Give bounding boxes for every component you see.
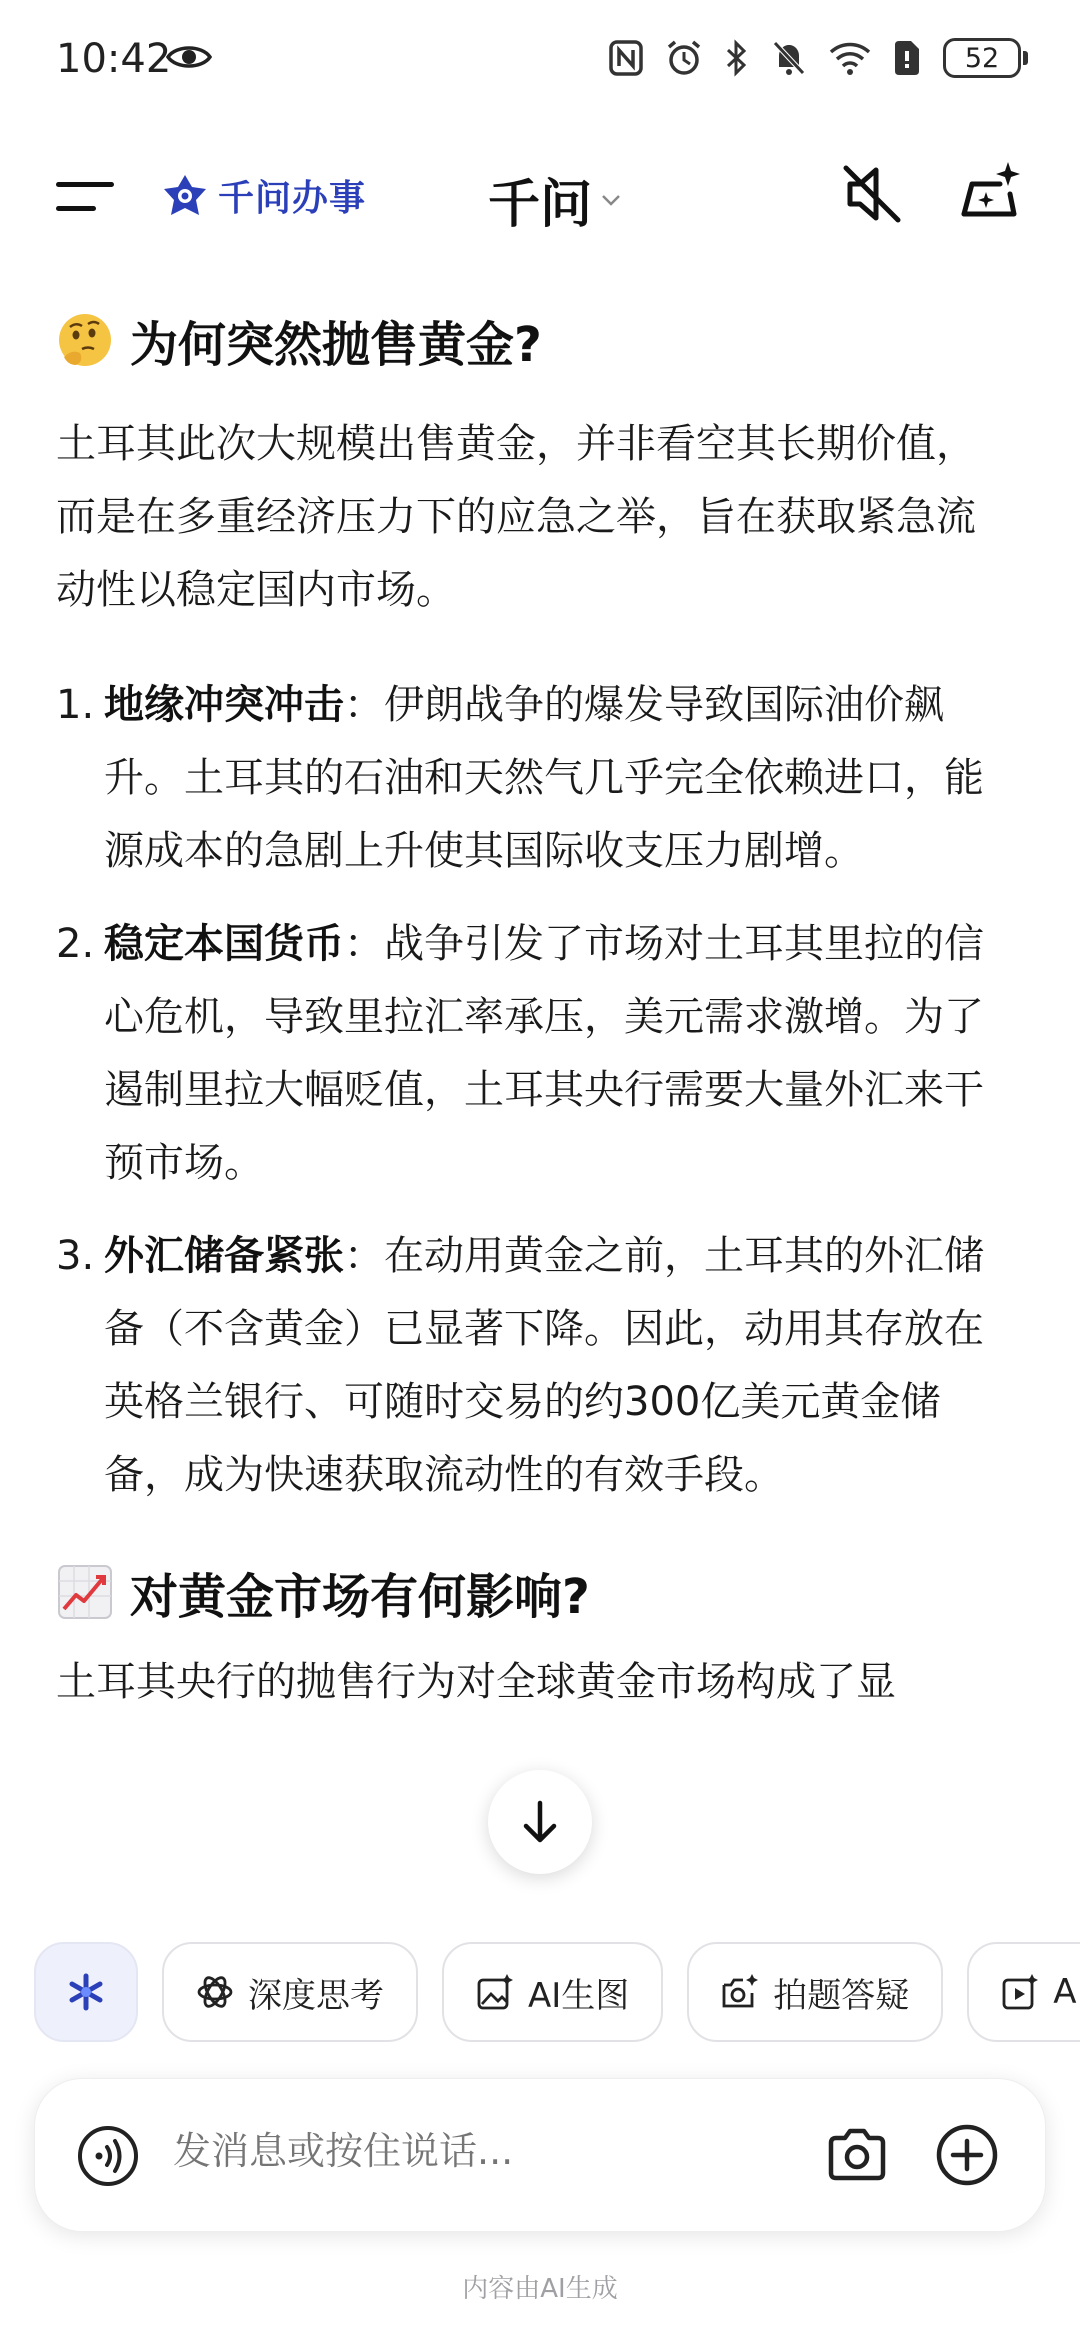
- chat-response: [56, 300, 996, 1910]
- section-heading: [56, 300, 996, 380]
- wifi-icon: [829, 40, 871, 76]
- quick-action-chips: [34, 1942, 1080, 2042]
- thinking-face-icon: [56, 311, 114, 369]
- camera-icon[interactable]: [825, 2123, 889, 2187]
- status-icons: [609, 38, 1028, 78]
- spark-icon: [64, 1970, 108, 2014]
- photo-question-icon: [721, 1973, 759, 2011]
- list-item: 1. 地缘冲突冲击：伊朗战争的爆发导致国际油价飙升。土耳其的石油和天然气几乎完全依赖进口，能源成本的急剧上升使其国际收支压力剧增。: [56, 682, 984, 874]
- ai-disclaimer: 内容由AI生成: [462, 2274, 618, 2304]
- menu-icon[interactable]: [56, 178, 118, 214]
- list-item-title: 稳定本国货币: [104, 921, 344, 967]
- chip-photo-question[interactable]: [687, 1942, 943, 2042]
- ai-image-icon: [476, 1973, 514, 2011]
- list-item-text: ：在动用黄金之前，土耳其的外汇储备（不含黄金）已显著下降。因此，动用其存放在英格兰银行、可随时交易的约300亿美元黄金储备，成为快速获取流动性的有效手段。: [104, 1233, 984, 1498]
- list-item: 3. 外汇储备紧张：在动用黄金之前，土耳其的外汇储备（不含黄金）已显著下降。因此，动用其存放在英格兰银行、可随时交易的约300亿美元黄金储备，成为快速获取流动性的有效手段。: [56, 1233, 984, 1498]
- arrow-down-icon: [520, 1799, 560, 1845]
- section-heading: [56, 1552, 996, 1632]
- list-item-title: 外汇储备紧张: [104, 1233, 344, 1279]
- bluetooth-icon: [725, 39, 749, 77]
- scroll-to-bottom-button[interactable]: [488, 1770, 592, 1874]
- sim-icon: [893, 39, 921, 77]
- chip-label: 拍题答疑: [773, 1975, 910, 2016]
- deep-think-icon: [196, 1973, 234, 2011]
- list-item-title: 地缘冲突冲击: [104, 682, 344, 728]
- chip-deep-think[interactable]: [162, 1942, 418, 2042]
- chevron-down-icon: [600, 193, 622, 207]
- status-time: 10:42: [56, 36, 172, 82]
- reason-list: [56, 669, 996, 1512]
- ai-video-icon: [1001, 1973, 1039, 2011]
- bell-off-icon: [771, 39, 807, 77]
- intro-paragraph: 土耳其此次大规模出售黄金，并非看空其长期价值，而是在多重经济压力下的应急之举，旨在获取紧急流动性以稳定国内市场。: [56, 421, 976, 613]
- battery-indicator: [943, 38, 1028, 78]
- voice-input-icon[interactable]: [77, 2125, 139, 2187]
- brand-name: 千问办事: [218, 178, 367, 219]
- section-title: 为何突然抛售黄金?: [130, 316, 542, 373]
- list-item-text: ：战争引发了市场对土耳其里拉的信心危机，导致里拉汇率承压，美元需求激增。为了遏制里拉大幅贬值，土耳其央行需要大量外汇来干预市场。: [104, 921, 984, 1186]
- list-item-text: ：伊朗战争的爆发导致国际油价飙升。土耳其的石油和天然气几乎完全依赖进口，能源成本的急剧上升使其国际收支压力剧增。: [104, 682, 984, 874]
- app-header: [0, 140, 1080, 250]
- chip-ai-video[interactable]: [967, 1942, 1080, 2042]
- alarm-icon: [665, 39, 703, 77]
- eye-icon: [166, 42, 212, 72]
- model-switcher[interactable]: [488, 162, 622, 237]
- new-chat-icon[interactable]: [956, 158, 1024, 226]
- page-title: 千问: [488, 175, 593, 235]
- section-title: 对黄金市场有何影响?: [130, 1568, 590, 1625]
- battery-level: 52: [943, 38, 1021, 78]
- chip-spark[interactable]: [34, 1942, 138, 2042]
- brand-link[interactable]: [162, 170, 366, 221]
- chip-label: A: [1053, 1972, 1077, 2012]
- chip-label: 深度思考: [248, 1975, 384, 2016]
- partial-paragraph: 土耳其央行的抛售行为对全球黄金市场构成了显: [56, 1659, 896, 1705]
- chart-increasing-icon: [56, 1563, 114, 1621]
- chip-label: AI生图: [528, 1975, 630, 2016]
- speaker-mute-icon[interactable]: [840, 162, 904, 226]
- message-composer: [34, 2078, 1046, 2232]
- chip-ai-image[interactable]: [442, 1942, 663, 2042]
- status-bar: [0, 0, 1080, 120]
- list-item: 2. 稳定本国货币：战争引发了市场对土耳其里拉的信心危机，导致里拉汇率承压，美元需求激增。为了遏制里拉大幅贬值，土耳其央行需要大量外汇来干预市场。: [56, 921, 984, 1186]
- plus-circle-icon[interactable]: [935, 2123, 999, 2187]
- brand-logo-icon: [162, 173, 208, 219]
- message-input[interactable]: [173, 2129, 733, 2173]
- nfc-icon: [609, 40, 643, 76]
